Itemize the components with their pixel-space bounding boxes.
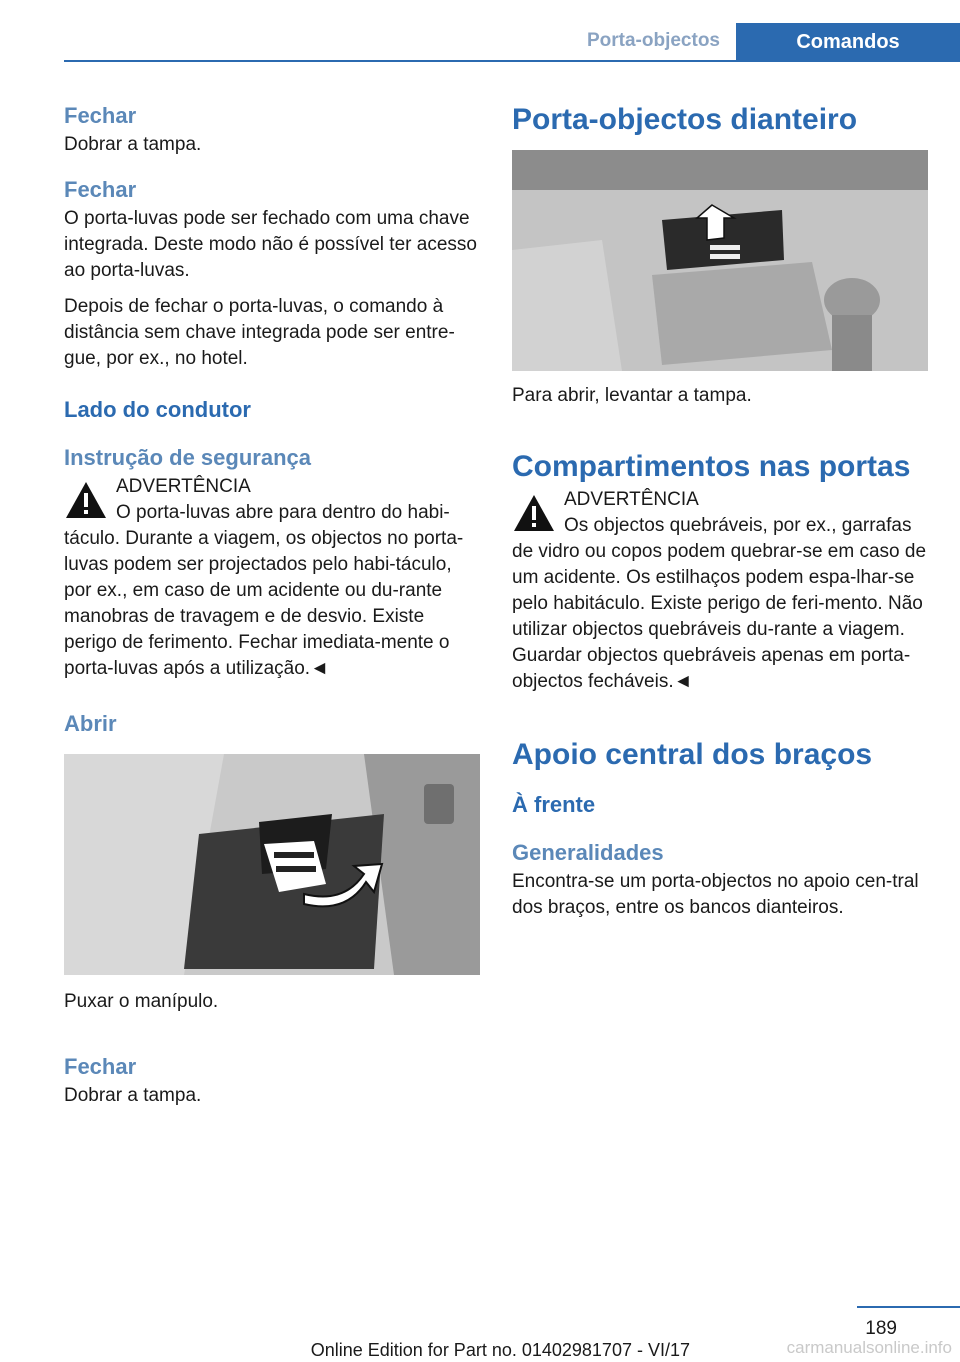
page-number: 189 [865, 1318, 897, 1339]
warning-icon [512, 493, 556, 533]
heading-a-frente: À frente [512, 792, 596, 817]
header-section-title: Porta-objectos [586, 30, 720, 51]
heading-porta-objectos-dianteiro: Porta-objectos dianteiro [512, 103, 858, 136]
front-storage-photo [512, 150, 928, 371]
edition-note: Online Edition for Part no. 01402981707 - VI/17 [310, 1340, 690, 1360]
warning-text-line: Os objectos quebráveis, por ex., garrafas [564, 515, 912, 536]
heading-abrir: Abrir [64, 711, 117, 736]
warning-title: ADVERTÊNCIA [116, 476, 251, 497]
paragraph: O porta-luvas pode ser fechado com uma chave integrada. Deste modo não é possível ter acesso ao porta-luvas. [64, 208, 477, 281]
heading-compartimentos-portas: Compartimentos nas portas [512, 450, 911, 483]
paragraph: Dobrar a tampa. [64, 1085, 202, 1106]
paragraph: Depois de fechar o porta-luvas, o comando à distância sem chave integrada pode ser entre‐gue, por ex., no hotel. [64, 296, 455, 369]
warning-text-line: O porta-luvas abre para dentro do habi‐ [116, 502, 450, 523]
image-caption: Puxar o manípulo. [64, 991, 219, 1012]
warning-title: ADVERTÊNCIA [564, 489, 699, 510]
warning-box [64, 474, 480, 682]
heading-apoio-central: Apoio central dos braços [512, 738, 873, 771]
heading-fechar: Fechar [64, 177, 137, 202]
warning-icon [64, 480, 108, 520]
warning-box [512, 487, 928, 695]
image-caption: Para abrir, levantar a tampa. [512, 385, 752, 406]
left-column [64, 100, 480, 1109]
heading-instrucao-seguranca: Instrução de segurança [64, 445, 311, 470]
watermark: carmanualsonline.info [786, 1338, 952, 1357]
glovebox-photo [64, 754, 480, 975]
right-column [512, 100, 928, 921]
heading-fechar: Fechar [64, 103, 137, 128]
header-chapter-tab: Comandos [736, 23, 960, 61]
paragraph: Dobrar a tampa. [64, 134, 202, 155]
heading-lado-do-condutor: Lado do condutor [64, 397, 251, 422]
paragraph: Encontra-se um porta-objectos no apoio cen‐tral dos braços, entre os bancos dianteiros. [512, 871, 919, 918]
footer-rule [857, 1306, 960, 1308]
heading-generalidades: Generalidades [512, 840, 664, 865]
warning-text: de vidro ou copos podem quebrar-se em caso de um acidente. Os estilhaços podem espa‐lhar-se pelo habitáculo. Existe perigo de feri‐mento. Não utilizar objectos quebráveis du‐rante a viagem. Guardar objectos quebráveis apenas em porta-objectos fecháveis.◄ [512, 541, 927, 692]
warning-text: táculo. Durante a viagem, os objectos no porta-luvas podem ser projectados pelo habi‐táculo, por ex., em caso de um acidente ou du‐rante manobras de travagem e de desvio. Existe perigo de ferimento. Fechar imediata‐mente o porta-luvas após a utilização.◄ [64, 528, 464, 679]
heading-fechar: Fechar [64, 1054, 137, 1079]
header-rule [64, 60, 960, 62]
